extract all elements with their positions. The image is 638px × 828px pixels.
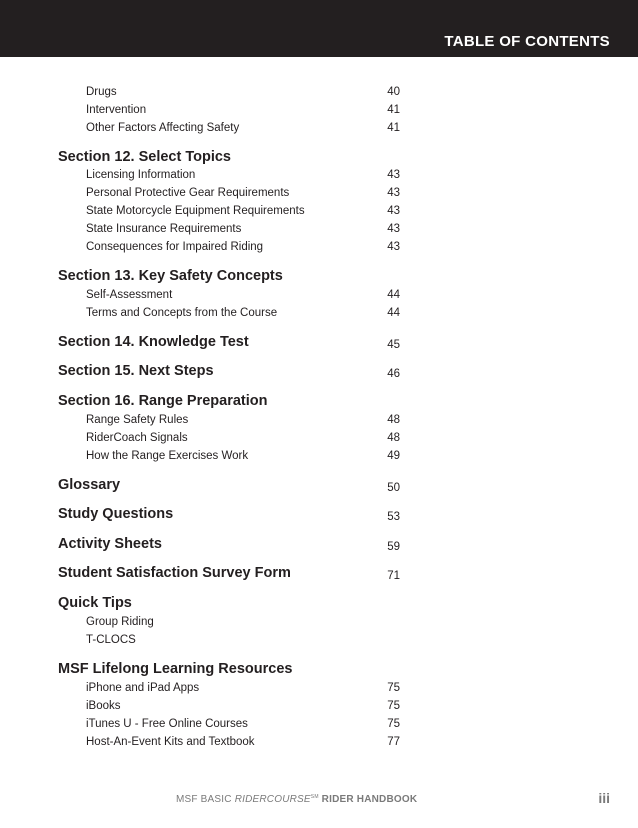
toc-page-number: 43 bbox=[387, 187, 400, 199]
footer-trademark: SM bbox=[310, 794, 319, 800]
toc-label: iPhone and iPad Apps bbox=[86, 682, 200, 694]
toc-label: Range Safety Rules bbox=[86, 414, 189, 426]
toc-page-number: 43 bbox=[387, 223, 400, 235]
toc-page-number: 48 bbox=[387, 432, 400, 444]
toc-page-number: 77 bbox=[387, 736, 400, 748]
toc-page-number: 75 bbox=[387, 700, 400, 712]
toc-label: Group Riding bbox=[86, 616, 154, 628]
toc-label: Host-An-Event Kits and Textbook bbox=[86, 736, 255, 748]
toc-label: Section 14. Knowledge Test bbox=[58, 334, 249, 350]
toc-label: Quick Tips bbox=[58, 595, 132, 611]
toc-page-number: 44 bbox=[387, 307, 400, 319]
toc-page-number: 50 bbox=[387, 482, 400, 494]
toc-label: T-CLOCS bbox=[86, 634, 136, 646]
toc-label: RiderCoach Signals bbox=[86, 432, 188, 444]
footer-suffix: RIDER HANDBOOK bbox=[318, 794, 418, 805]
toc-label: Other Factors Affecting Safety bbox=[86, 122, 240, 134]
toc-label: iTunes U - Free Online Courses bbox=[86, 718, 248, 730]
toc-label: MSF Lifelong Learning Resources bbox=[58, 661, 293, 677]
toc-page-number: 75 bbox=[387, 682, 400, 694]
toc-label: Section 15. Next Steps bbox=[58, 363, 214, 379]
toc-label: Section 13. Key Safety Concepts bbox=[58, 268, 283, 284]
toc-label: Student Satisfaction Survey Form bbox=[58, 565, 291, 581]
toc-page-number: 41 bbox=[387, 104, 400, 116]
page-title: TABLE OF CONTENTS bbox=[444, 33, 610, 50]
toc-page-number: 46 bbox=[387, 368, 400, 380]
toc-page-number: 41 bbox=[387, 122, 400, 134]
toc-page-number: 71 bbox=[387, 570, 400, 582]
toc-page-number: 43 bbox=[387, 241, 400, 253]
toc-label: State Insurance Requirements bbox=[86, 223, 242, 235]
toc-label: Drugs bbox=[86, 86, 117, 98]
toc-page-number: 43 bbox=[387, 205, 400, 217]
toc-page-number: 75 bbox=[387, 718, 400, 730]
toc-page-number: 43 bbox=[387, 169, 400, 181]
footer-title bbox=[176, 794, 417, 805]
toc-label: Activity Sheets bbox=[58, 536, 162, 552]
toc-label: Self-Assessment bbox=[86, 289, 173, 301]
toc-label: Intervention bbox=[86, 104, 147, 116]
toc-label: Glossary bbox=[58, 477, 121, 493]
toc-label: How the Range Exercises Work bbox=[86, 450, 249, 462]
toc-label: Personal Protective Gear Requirements bbox=[86, 187, 290, 199]
toc-page-number: 48 bbox=[387, 414, 400, 426]
toc-page-number: 45 bbox=[387, 339, 400, 351]
page-number: iii bbox=[598, 790, 610, 806]
toc-label: Section 16. Range Preparation bbox=[58, 393, 268, 409]
footer-course: RIDERCOURSE bbox=[234, 794, 311, 805]
toc-page-number: 44 bbox=[387, 289, 400, 301]
toc-page-number: 49 bbox=[387, 450, 400, 462]
toc-label: State Motorcycle Equipment Requirements bbox=[86, 205, 305, 217]
toc-label: Terms and Concepts from the Course bbox=[86, 307, 278, 319]
footer-prefix: MSF BASIC bbox=[176, 794, 235, 805]
toc-label: Study Questions bbox=[58, 506, 174, 522]
toc-label: Licensing Information bbox=[86, 169, 196, 181]
toc-page-number: 59 bbox=[387, 541, 400, 553]
toc-page-number: 40 bbox=[387, 86, 400, 98]
toc-label: iBooks bbox=[86, 700, 121, 712]
toc-label: Section 12. Select Topics bbox=[58, 149, 231, 165]
toc-page-number: 53 bbox=[387, 511, 400, 523]
toc-label: Consequences for Impaired Riding bbox=[86, 241, 264, 253]
